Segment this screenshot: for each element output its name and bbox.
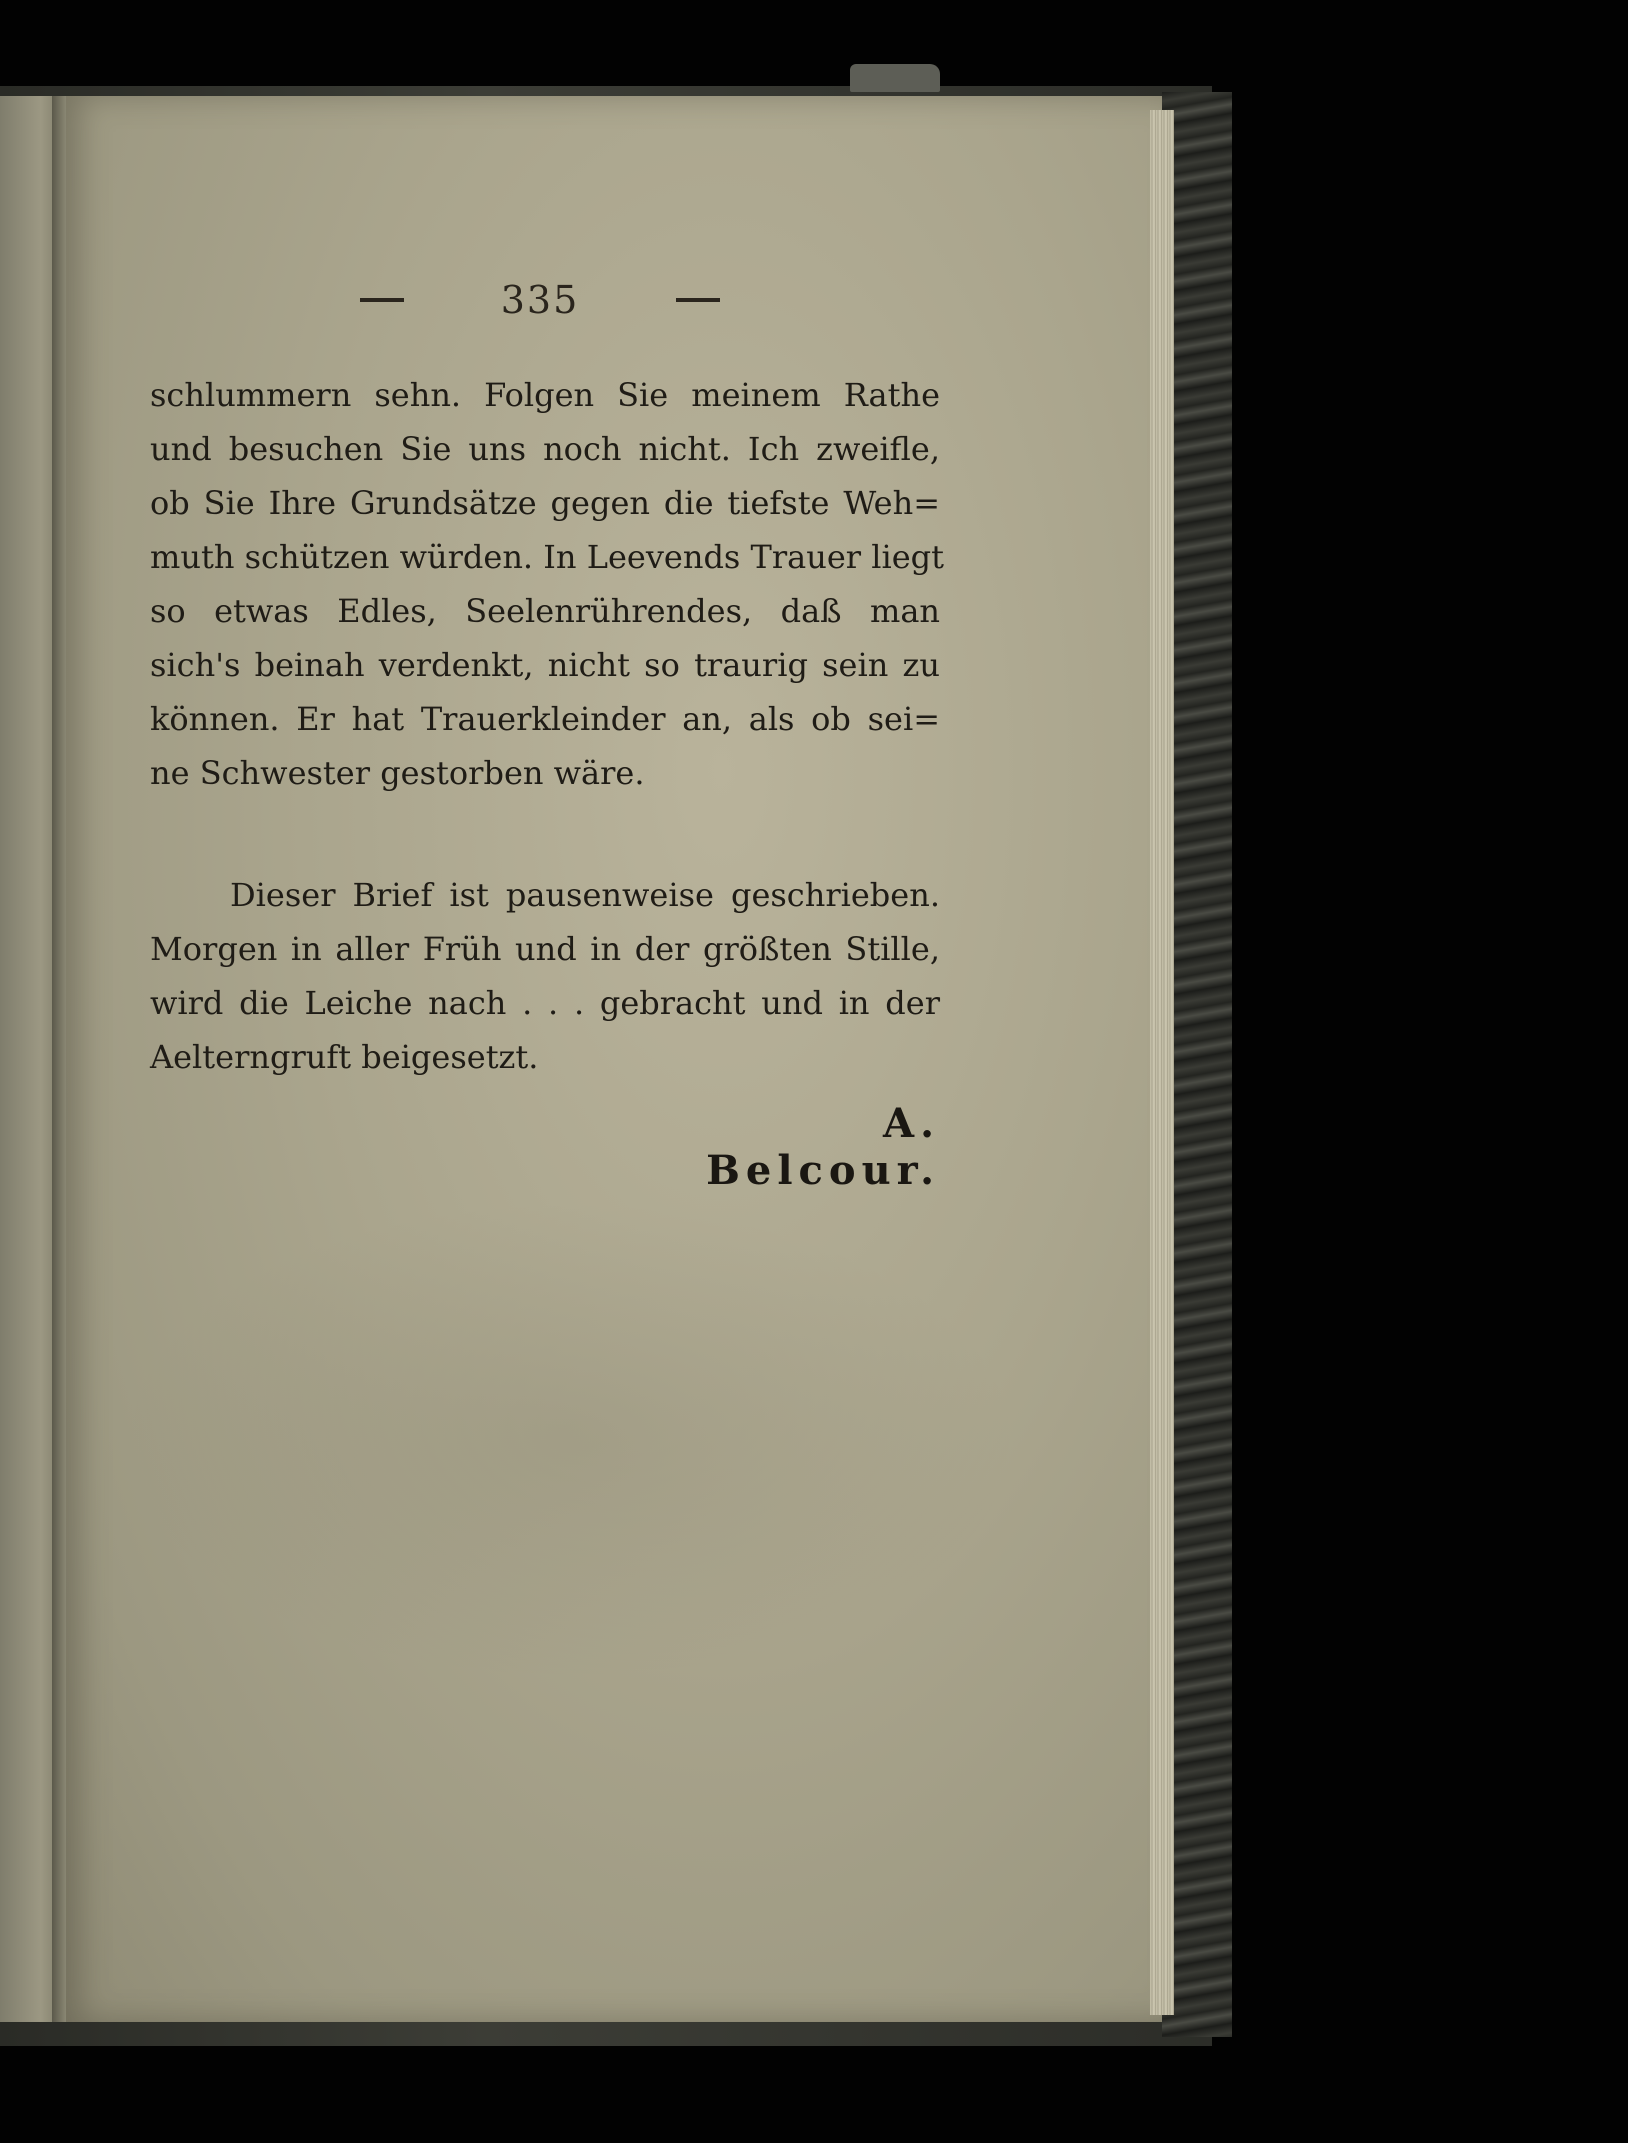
text-line: so etwas Edles, Seelenrührendes, daß man xyxy=(150,592,940,630)
text-line: schlummern sehn. Folgen Sie meinem Rathe xyxy=(150,376,940,414)
text-line: Dieser Brief ist pausenweise geschrieben. xyxy=(230,876,940,914)
show-through-bleed xyxy=(120,1200,1020,1680)
text-line: ob Sie Ihre Grundsätze gegen die tiefste Weh= xyxy=(150,484,940,522)
text-line: können. Er hat Trauerkleinder an, als ob sei= xyxy=(150,700,940,738)
text-line: und besuchen Sie uns noch nicht. Ich zweifle, xyxy=(150,430,940,468)
header-dash-left xyxy=(360,298,404,302)
page-gutter xyxy=(52,96,66,2022)
paragraph-2 xyxy=(150,868,940,1084)
left-page-edge xyxy=(0,96,58,2022)
text-line: muth schützen würden. In Leevends Trauer liegt xyxy=(150,538,944,576)
paragraph-1 xyxy=(150,368,944,800)
text-line: Morgen in aller Früh und in der größten Stille, xyxy=(150,930,940,968)
signature: A. Belcour. xyxy=(706,1100,940,1194)
text-line: wird die Leiche nach . . . gebracht und in der xyxy=(150,984,940,1022)
text-line: ne Schwester gestorben wäre. xyxy=(150,754,645,792)
page-number: 335 xyxy=(500,278,580,322)
page-header xyxy=(360,278,720,322)
text-line: Aelterngruft beigesetzt. xyxy=(150,1038,539,1076)
text-line: sich's beinah verdenkt, nicht so traurig sein zu xyxy=(150,646,940,684)
cover-tab xyxy=(850,64,940,92)
page-edges xyxy=(1150,110,1174,2015)
header-dash-right xyxy=(676,298,720,302)
